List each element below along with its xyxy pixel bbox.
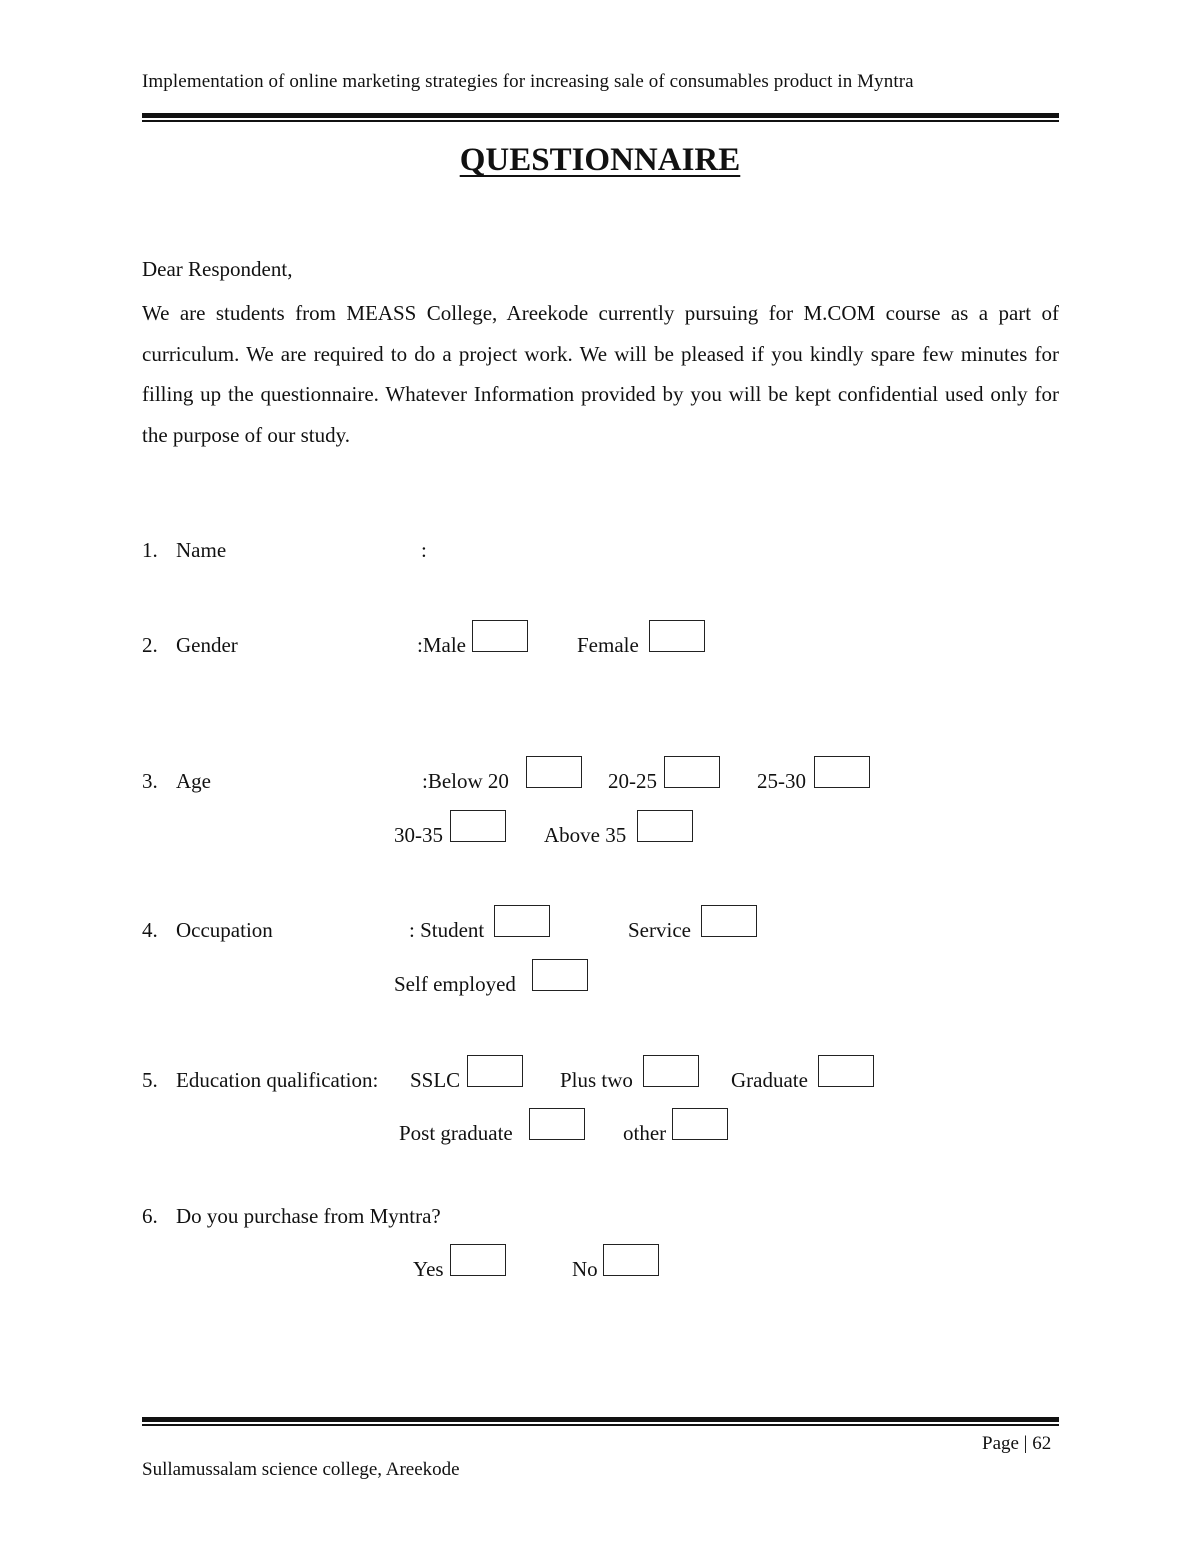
option-post-graduate-label: Post graduate (399, 1121, 513, 1145)
running-header: Implementation of online marketing strategies for increasing sale of consumables product in Myntra (142, 71, 914, 92)
option-graduate-label: Graduate (731, 1068, 808, 1092)
option-student-label: : Student (409, 918, 485, 942)
checkbox-20-25[interactable] (664, 756, 720, 788)
option-25-30-label: 25-30 (757, 769, 806, 793)
checkbox-other[interactable] (672, 1108, 728, 1140)
footer-rule-thin (142, 1424, 1059, 1426)
checkbox-post-graduate[interactable] (529, 1108, 585, 1140)
option-plus-two-label: Plus two (560, 1068, 633, 1092)
option-sslc-label: SSLC (410, 1068, 461, 1092)
option-self-employed-label: Self employed (394, 972, 516, 996)
greeting: Dear Respondent, (142, 257, 293, 281)
checkbox-yes[interactable] (450, 1244, 506, 1276)
option-above-35-label: Above 35 (544, 823, 627, 847)
footer-rule-thick (142, 1417, 1059, 1422)
question-number-5: 5. (142, 1068, 158, 1092)
checkbox-graduate[interactable] (818, 1055, 874, 1087)
checkbox-student[interactable] (494, 905, 550, 937)
checkbox-female[interactable] (649, 620, 705, 652)
option-yes-label: Yes (413, 1257, 444, 1281)
footer-college: Sullamussalam science college, Areekode (142, 1459, 460, 1480)
question-label-age: Age (176, 769, 211, 793)
checkbox-no[interactable] (603, 1244, 659, 1276)
checkbox-25-30[interactable] (814, 756, 870, 788)
question-label-gender: Gender (176, 633, 238, 657)
option-female-label: Female (577, 633, 639, 657)
question-number-3: 3. (142, 769, 158, 793)
question-number-2: 2. (142, 633, 158, 657)
page-title: QUESTIONNAIRE (459, 142, 741, 178)
header-rule-thin (142, 120, 1059, 122)
checkbox-service[interactable] (701, 905, 757, 937)
question-number-1: 1. (142, 538, 158, 562)
question-label-purchase: Do you purchase from Myntra? (176, 1204, 441, 1228)
option-no-label: No (572, 1257, 598, 1281)
question-label-education: Education qualification: (176, 1068, 379, 1092)
option-service-label: Service (628, 918, 691, 942)
header-rule-thick (142, 113, 1059, 118)
question-number-6: 6. (142, 1204, 158, 1228)
option-30-35-label: 30-35 (394, 823, 443, 847)
checkbox-below-20[interactable] (526, 756, 582, 788)
question-label-occupation: Occupation (176, 918, 273, 942)
checkbox-male[interactable] (472, 620, 528, 652)
checkbox-above-35[interactable] (637, 810, 693, 842)
checkbox-plus-two[interactable] (643, 1055, 699, 1087)
intro-paragraph: We are students from MEASS College, Areekode currently pursuing for M.COM course as a part of curriculum. We are required to do a project work. We will be pleased if you kindly spare few minutes for filling up the questionnaire. Whatever Information provided by you will be kept confidential used only for the purpose of our study. (142, 301, 1059, 447)
page-number: Page | 62 (982, 1433, 1052, 1454)
option-male-label: :Male (417, 633, 466, 657)
checkbox-sslc[interactable] (467, 1055, 523, 1087)
option-below-20-label: :Below 20 (422, 769, 509, 793)
checkbox-self-employed[interactable] (532, 959, 588, 991)
question-number-4: 4. (142, 918, 158, 942)
question-label-name: Name (176, 538, 227, 562)
name-colon: : (421, 538, 427, 562)
option-other-label: other (623, 1121, 667, 1145)
checkbox-30-35[interactable] (450, 810, 506, 842)
option-20-25-label: 20-25 (608, 769, 657, 793)
